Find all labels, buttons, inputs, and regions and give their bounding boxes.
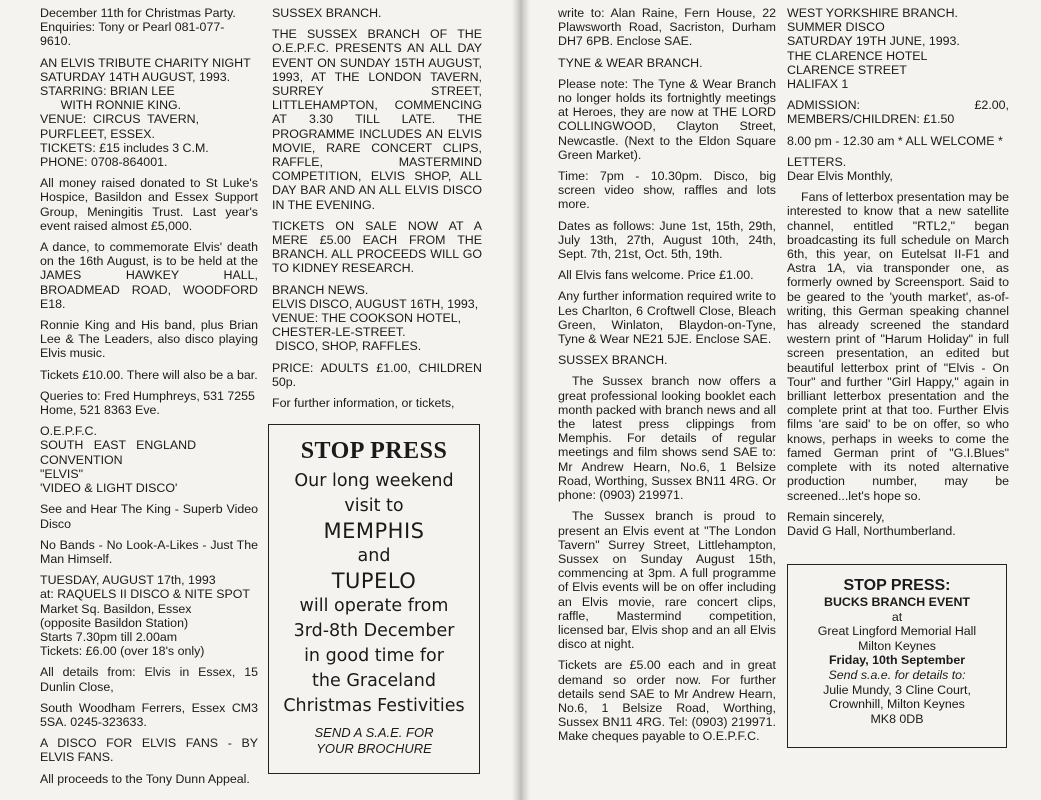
paragraph: THE SUSSEX BRANCH OF THE O.E.P.F.C. PRESENTS AN ALL DAY EVENT ON SUNDAY 15TH AUGUST, 1993, AT THE LONDON TAVERN, SURREY STREET, LITTLEHAMPTON, COMMENCING AT 3.30 TILL LATE. THE PROGRAMME INCLUDES AN ELVIS MOVIE, RARE CONCERT CLIPS, RAFFLE, MASTERMIND COMPETITION, ELVIS SHOP, ALL DAY BAR AND AN ALL ELVIS DISCO IN THE EVENING.: [272, 27, 482, 212]
column-2: [272, 6, 482, 417]
stop-press-footer-line: SEND A S.A.E. FOR: [314, 725, 434, 740]
text-line: Queries to: Fred Humphreys, 531 7255: [40, 388, 255, 403]
stop-press-line: Christmas Festivities: [283, 696, 465, 716]
text-line: WITH RONNIE KING.: [40, 98, 182, 113]
text-line: AN ELVIS TRIBUTE CHARITY NIGHT: [40, 55, 251, 70]
bucks-address: Crownhill, Milton Keynes: [829, 697, 965, 712]
paragraph: PRICE: ADULTS £1.00, CHILDREN 50p.: [272, 360, 482, 389]
paragraph: [272, 283, 482, 354]
bucks-address: Julie Mundy, 3 Cline Court,: [823, 682, 971, 697]
paragraph: Dates as follows: June 1st, 15th, 29th, July 13th, 27th, August 10th, 24th, Sept. 7th, 21st, Oct. 5th, 19th.: [558, 218, 776, 262]
paragraph: [40, 6, 258, 49]
text-line: ELVIS DISCO, AUGUST 16TH, 1993,: [272, 296, 479, 311]
bucks-venue: Great Lingford Memorial Hall: [817, 624, 977, 639]
paragraph: TICKETS ON SALE NOW AT A MERE £5.00 EACH FROM THE BRANCH. ALL PROCEEDS WILL GO TO KIDNEY RESEARCH.: [272, 218, 482, 276]
paragraph: 8.00 pm - 12.30 am * ALL WELCOME *: [787, 133, 1003, 148]
text-line: O.E.P.F.C.: [40, 424, 97, 439]
paragraph: All details from: Elvis in Essex, 15 Dunlin Close,: [40, 665, 258, 694]
stop-press-memphis-box: [268, 424, 480, 774]
text-line: PURFLEET, ESSEX.: [40, 126, 155, 141]
column-4: [787, 6, 1009, 545]
paragraph: For further information, or tickets,: [272, 396, 455, 411]
paragraph: Time: 7pm - 10.30pm. Disco, big screen video show, raffles and lots more.: [558, 169, 776, 212]
paragraph: No Bands - No Look-A-Likes - Just The Man Himself.: [40, 537, 258, 566]
stop-press-line: in good time for: [304, 646, 444, 666]
text-line: Remain sincerely,: [787, 509, 885, 524]
stop-press-line: visit to: [344, 496, 404, 516]
text-line: SOUTH EAST ENGLAND: [40, 438, 197, 453]
text-line: DISCO, SHOP, RAFFLES.: [272, 339, 422, 354]
text-line: TUESDAY, AUGUST 17th, 1993: [40, 573, 216, 588]
paragraph: [40, 56, 258, 170]
paragraph: [40, 389, 258, 417]
stop-press-footer: [269, 725, 479, 757]
text-line: WEST YORKSHIRE BRANCH.: [787, 6, 958, 20]
text-line: Tickets: £6.00 (over 18's only): [40, 644, 205, 659]
text-line: VENUE: CIRCUS TAVERN,: [40, 112, 200, 127]
bucks-at: at: [891, 609, 903, 624]
paragraph: All money raised donated to St Luke's Hospice, Basildon and Essex Support Group, Meningitis Trust. Last year's event raised almost £5,000.: [40, 176, 258, 233]
text-line: TYNE & WEAR BRANCH.: [558, 55, 703, 70]
text-line: SATURDAY 14TH AUGUST, 1993.: [40, 69, 231, 84]
paragraph: The Sussex branch is proud to present an Elvis event at "The London Tavern" Surrey Street, Littlehampton, Sussex on Sunday August 15th, commencing at 3pm. A full programme of Elvis events will be on offer including an Elvis movie, rare concert clips, raffle, Mastermind competition, licensed bar, Elvis shop and an all Elvis disco at night.: [558, 509, 776, 652]
text-line: VENUE: THE COOKSON HOTEL,: [272, 311, 462, 326]
paragraph: A DISCO FOR ELVIS FANS - BY ELVIS FANS.: [40, 736, 258, 765]
stop-press-place-tupelo: TUPELO: [331, 569, 417, 593]
paragraph: [272, 6, 482, 20]
text-line: (opposite Basildon Station): [40, 615, 189, 630]
stop-press-line: the Graceland: [312, 671, 436, 691]
paragraph: [40, 424, 258, 495]
paragraph: [787, 510, 1009, 538]
column-1: [40, 6, 258, 793]
paragraph: [787, 6, 1009, 91]
bucks-date: Friday, 10th September: [828, 653, 966, 668]
column-3: [558, 6, 776, 751]
text-line: 9610.: [40, 34, 72, 49]
paragraph: Please note: The Tyne & Wear Branch no longer holds its fortnightly meetings at Heroes, they are now at THE LORD COLLINGWOOD, Clayton Street, Newcastle. (Next to the Eldon Square Green Market).: [558, 76, 776, 162]
stop-press-bucks-box: [787, 564, 1007, 748]
text-line: STARRING: BRIAN LEE: [40, 84, 175, 99]
stop-press-line: will operate from: [299, 596, 449, 616]
text-line: 'VIDEO & LIGHT DISCO': [40, 481, 178, 496]
bucks-send: Send s.a.e. for details to:: [828, 667, 966, 682]
bucks-heading: STOP PRESS:: [843, 577, 951, 594]
text-line: "ELVIS": [40, 466, 84, 481]
text-line: Home, 521 8363 Eve.: [40, 403, 160, 418]
text-line: Starts 7.30pm till 2.00am: [40, 629, 178, 644]
paragraph: Tickets £10.00. There will also be a bar.: [40, 367, 258, 382]
paragraph: [787, 155, 1009, 183]
stop-press-line: Our long weekend: [294, 471, 454, 491]
text-line: TICKETS: £15 includes 3 C.M.: [40, 140, 209, 155]
bucks-venue: Milton Keynes: [858, 638, 936, 653]
paragraph: All Elvis fans welcome. Price £1.00.: [558, 268, 754, 283]
text-line: CHESTER-LE-STREET.: [272, 325, 406, 340]
paragraph: Tickets are £5.00 each and in great demand so order now. For further details send SAE to Mr Andrew Hearn, No.6, 1 Belsize Road, Worthing, Sussex BN11 4RG. Tel: (0903) 219971. Make cheques payable to O.E.P.F.C.: [558, 658, 776, 744]
text-line: BRANCH NEWS.: [272, 282, 369, 297]
text-line: David G Hall, Northumberland.: [787, 523, 956, 538]
text-line: HALIFAX 1: [787, 77, 849, 92]
page-gutter: [512, 0, 530, 800]
text-line: PHONE: 0708-864001.: [40, 155, 168, 170]
bucks-address: MK8 0DB: [870, 711, 924, 726]
text-line: Market Sq. Basildon, Essex: [40, 601, 192, 616]
text-line: SUSSEX BRANCH.: [272, 6, 382, 20]
stop-press-body: [269, 469, 479, 719]
text-line: THE CLARENCE HOTEL: [787, 48, 928, 63]
stop-press-heading: STOP PRESS: [300, 438, 448, 464]
bucks-subheading: BUCKS BRANCH EVENT: [824, 595, 970, 609]
paragraph: Any further information required write to Les Charlton, 6 Croftwell Close, Bleach Green, Winlaton, Blaydon-on-Tyne, Tyne & Wear NE21 5JE. Enclose SAE.: [558, 289, 776, 347]
paragraph: Fans of letterbox presentation may be interested to know that a new satellite channel, entitled "RTL2," began broadcasting its full schedule on March 6th, this year, on Eutelsat II-F1 and Astra 1A, via transponder one, as formerly owned by Screensport. Said to be geared to the 'youth market', as-of-writing, this German speaking channel has already screened the standard western print of "Harum Holiday" in full screen presentation, an edited but beautiful letterbox print of "Elvis - On Tour" and further "Girl Happy," again in brilliant letterbox presentation and the complete print at that too. Further Elvis films 'are said' to be on offer, so who knows, perhaps in weeks to come the famed German print of "G.I.Blues" complete with its noted alternative production number, may be screened...let's hope so.: [787, 190, 1010, 503]
paragraph: South Woodham Ferrers, Essex CM3 5SA. 0245-323633.: [40, 700, 258, 729]
paragraph: The Sussex branch now offers a great professional looking booklet each month packed with branch news and all the latest press clippings from Memphis. For details of regular meetings and film shows send SAE to: Mr Andrew Hearn, No.6, 1 Belsize Road, Worthing, Sussex BN11 4RG. Or phone: (0903) 219971.: [558, 374, 776, 503]
paragraph: Ronnie King and His band, plus Brian Lee & The Leaders, also disco playing Elvis music.: [40, 318, 258, 361]
text-line: SUSSEX BRANCH.: [558, 353, 668, 368]
paragraph: write to: Alan Raine, Fern House, 22 Plawsworth Road, Sacriston, Durham DH7 6PB. Enclose SAE.: [558, 6, 776, 49]
text-line: SUMMER DISCO: [787, 20, 885, 35]
text-line: December 11th for Christmas Party.: [40, 6, 236, 20]
paragraph: [40, 573, 258, 658]
stop-press-line: 3rd-8th December: [293, 621, 455, 641]
paragraph: [558, 56, 776, 70]
stop-press-footer-line: YOUR BROCHURE: [316, 741, 432, 756]
paragraph: [558, 353, 776, 367]
text-line: CLARENCE STREET: [787, 62, 907, 77]
text-line: CONVENTION: [40, 452, 123, 467]
paragraph: A dance, to commemorate Elvis' death on the 16th August, is to be held at the JAMES HAWKEY HALL, BROADMEAD ROAD, WOODFORD E18.: [40, 240, 258, 311]
stop-press-and: and: [357, 546, 391, 566]
paragraph: See and Hear The King - Superb Video Disco: [40, 502, 258, 531]
stop-press-place-memphis: MEMPHIS: [323, 519, 425, 543]
paragraph: All proceeds to the Tony Dunn Appeal.: [40, 771, 250, 786]
text-line: Enquiries: Tony or Pearl 081-077-: [40, 20, 225, 35]
text-line: Dear Elvis Monthly,: [787, 169, 893, 184]
text-line: LETTERS.: [787, 154, 847, 169]
text-line: SATURDAY 19TH JUNE, 1993.: [787, 34, 960, 49]
text-line: at: RAQUELS II DISCO & NITE SPOT: [40, 587, 250, 602]
paragraph: ADMISSION: £2.00, MEMBERS/CHILDREN: £1.50: [787, 98, 1009, 127]
